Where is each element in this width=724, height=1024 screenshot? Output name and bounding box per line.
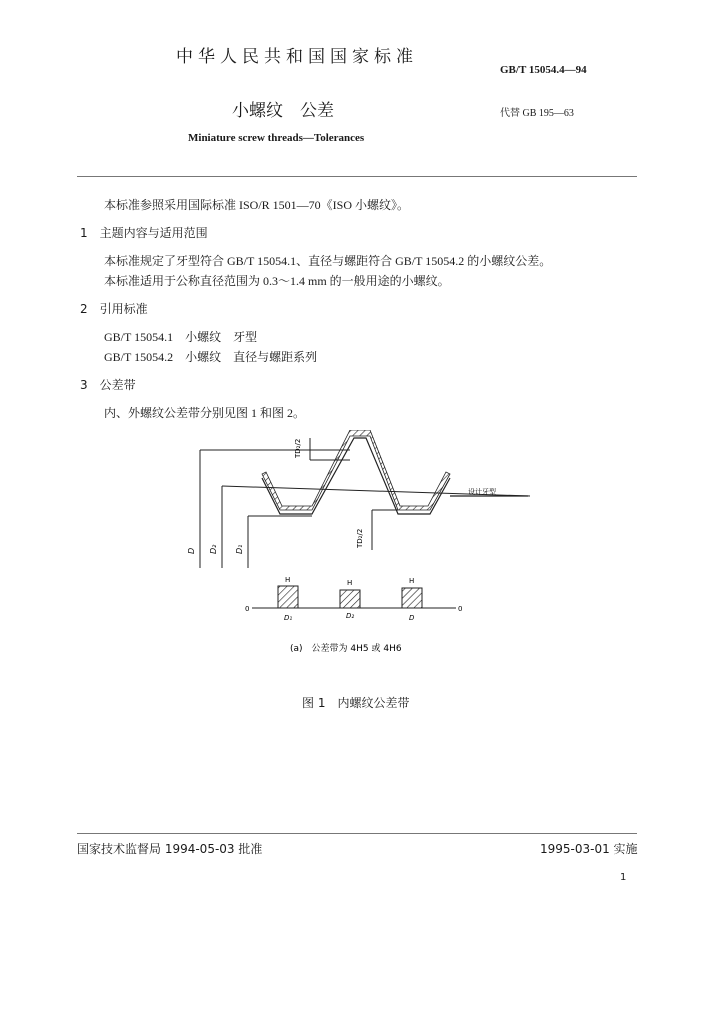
d1-label: D₁ [235, 544, 244, 554]
tolerance-band-d [402, 588, 422, 608]
approval-date: 国家技术监督局 1994-05-03 批准 [77, 842, 263, 856]
design-profile-line [262, 438, 450, 514]
design-profile-label: 设计牙型 [468, 488, 496, 496]
document-title-cn: 小螺纹 公差 [232, 101, 334, 121]
d2-label: D₂ [209, 544, 218, 554]
reference-2: GB/T 15054.2 小螺纹 直径与螺距系列 [104, 350, 318, 364]
footer-divider [77, 833, 637, 834]
diam-label-d: D [409, 614, 415, 622]
standard-number: GB/T 15054.4—94 [500, 64, 587, 76]
band-label-d2: H [347, 579, 353, 587]
thread-tolerance-diagram [160, 430, 540, 660]
td2-bottom-label: TD₂/2 [356, 528, 364, 548]
d-label: D [187, 547, 196, 554]
page-number: 1 [620, 872, 627, 883]
figure-subcaption: (a) 公差带为 4H5 或 4H6 [290, 644, 402, 654]
tolerance-band-d2 [340, 590, 360, 608]
implementation-date: 1995-03-01 实施 [540, 842, 638, 856]
section-3-paragraph: 内、外螺纹公差带分别见图 1 和图 2。 [104, 406, 306, 420]
figure-caption: 图 1 内螺纹公差带 [302, 696, 410, 710]
header-divider [77, 176, 637, 177]
intro-paragraph: 本标准参照采用国际标准 ISO/R 1501—70《ISO 小螺纹》。 [104, 198, 410, 212]
axis-zero-left: 0 [245, 605, 250, 613]
section-2-heading: 2 引用标准 [80, 302, 148, 316]
section-1-paragraph-2: 本标准适用于公称直径范围为 0.3～1.4 mm 的一般用途的小螺纹。 [104, 274, 450, 288]
section-1-heading: 1 主题内容与适用范围 [80, 226, 208, 240]
tolerance-zone-profile [262, 430, 450, 510]
td2-top-label: TD₂/2 [294, 438, 302, 458]
reference-1: GB/T 15054.1 小螺纹 牙型 [104, 330, 258, 344]
document-title-en: Miniature screw threads—Tolerances [188, 132, 365, 144]
section-3-heading: 3 公差带 [80, 378, 136, 392]
band-label-d: H [409, 577, 415, 585]
section-1-paragraph-1: 本标准规定了牙型符合 GB/T 15054.1、直径与螺距符合 GB/T 15054.2 的小螺纹公差。 [104, 254, 552, 268]
standard-org-title: 中华人民共和国国家标准 [176, 47, 418, 67]
diam-label-d1: D₁ [284, 614, 293, 622]
band-label-d1: H [285, 576, 291, 584]
tolerance-band-d1 [278, 586, 298, 608]
axis-zero-right: 0 [458, 605, 463, 613]
diam-label-d2: D₂ [346, 612, 355, 620]
replaces-standard: 代替 GB 195—63 [500, 108, 574, 119]
